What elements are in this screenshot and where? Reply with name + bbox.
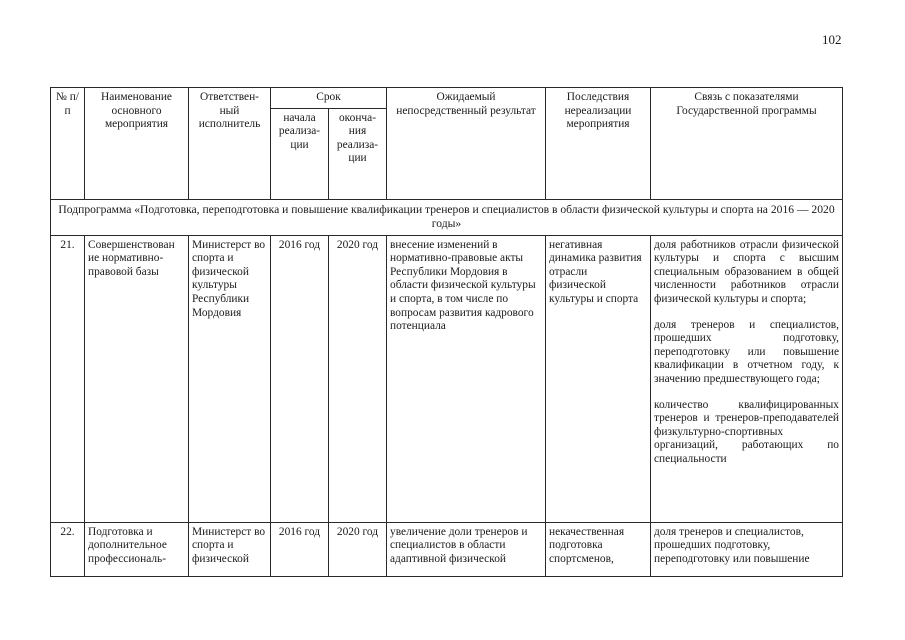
row-link <box>651 235 843 522</box>
header-consequences: Последствия нереализации мероприятия <box>546 88 651 200</box>
row-consequences: негативная динамика развития отрасли физической культуры и спорта <box>546 235 651 522</box>
row-end: 2020 год <box>329 522 387 576</box>
header-term: Срок <box>271 88 387 109</box>
row-responsible: Министерст во спорта и физической культуры Республики Мордовия <box>189 235 271 522</box>
link-indicator: количество квалифицированных тренеров и тренеров-преподавателей физкультурно-спортивных организаций, работающих по специальности <box>654 398 839 465</box>
row-consequences: некачественная подготовка спортсменов, <box>546 522 651 576</box>
row-name: Совершенствован ие нормативно-правовой базы <box>85 235 189 522</box>
row-link <box>651 522 843 576</box>
header-name: Наименование основного мероприятия <box>85 88 189 200</box>
header-responsible: Ответствен-ный исполнитель <box>189 88 271 200</box>
row-num: 22. <box>51 522 85 576</box>
table-row <box>51 235 843 522</box>
page-number: 102 <box>822 32 842 47</box>
header-expected: Ожидаемый непосредственный результат <box>387 88 546 200</box>
section-title: Подпрограмма «Подготовка, переподготовка и повышение квалификации тренеров и специалистов в области физической культуры и спорта на 2016 — 2020 годы» <box>51 199 843 235</box>
link-indicator: доля тренеров и специалистов, прошедших подготовку, переподготовку или повышение <box>654 525 810 565</box>
row-expected: увеличение доли тренеров и специалистов в области адаптивной физической <box>387 522 546 576</box>
row-start: 2016 год <box>271 522 329 576</box>
row-expected: внесение изменений в нормативно-правовые акты Республики Мордовия в области физической культуры и спорта, в том числе по вопросам развития кадрового потенциала <box>387 235 546 522</box>
row-num: 21. <box>51 235 85 522</box>
header-term-end: оконча-ния реализа-ции <box>329 108 387 199</box>
link-indicator: доля тренеров и специалистов, прошедших подготовку, переподготовку или повышение квалификации в отчетном году, к значению предшествующего года; <box>654 318 839 385</box>
table-row <box>51 522 843 576</box>
header-link: Связь с показателями Государственной программы <box>651 88 843 200</box>
header-term-start: начала реализа-ции <box>271 108 329 199</box>
measures-table <box>50 87 843 577</box>
row-responsible: Министерст во спорта и физической <box>189 522 271 576</box>
header-num: № п/п <box>51 88 85 200</box>
row-end: 2020 год <box>329 235 387 522</box>
row-start: 2016 год <box>271 235 329 522</box>
section-row <box>51 199 843 235</box>
link-indicator: доля работников отрасли физической культуры и спорта с высшим специальным образованием в общей численности работников отрасли физической культуры и спорта; <box>654 238 839 305</box>
row-name: Подготовка и дополнительное профессиональ- <box>85 522 189 576</box>
header-row <box>51 88 843 109</box>
